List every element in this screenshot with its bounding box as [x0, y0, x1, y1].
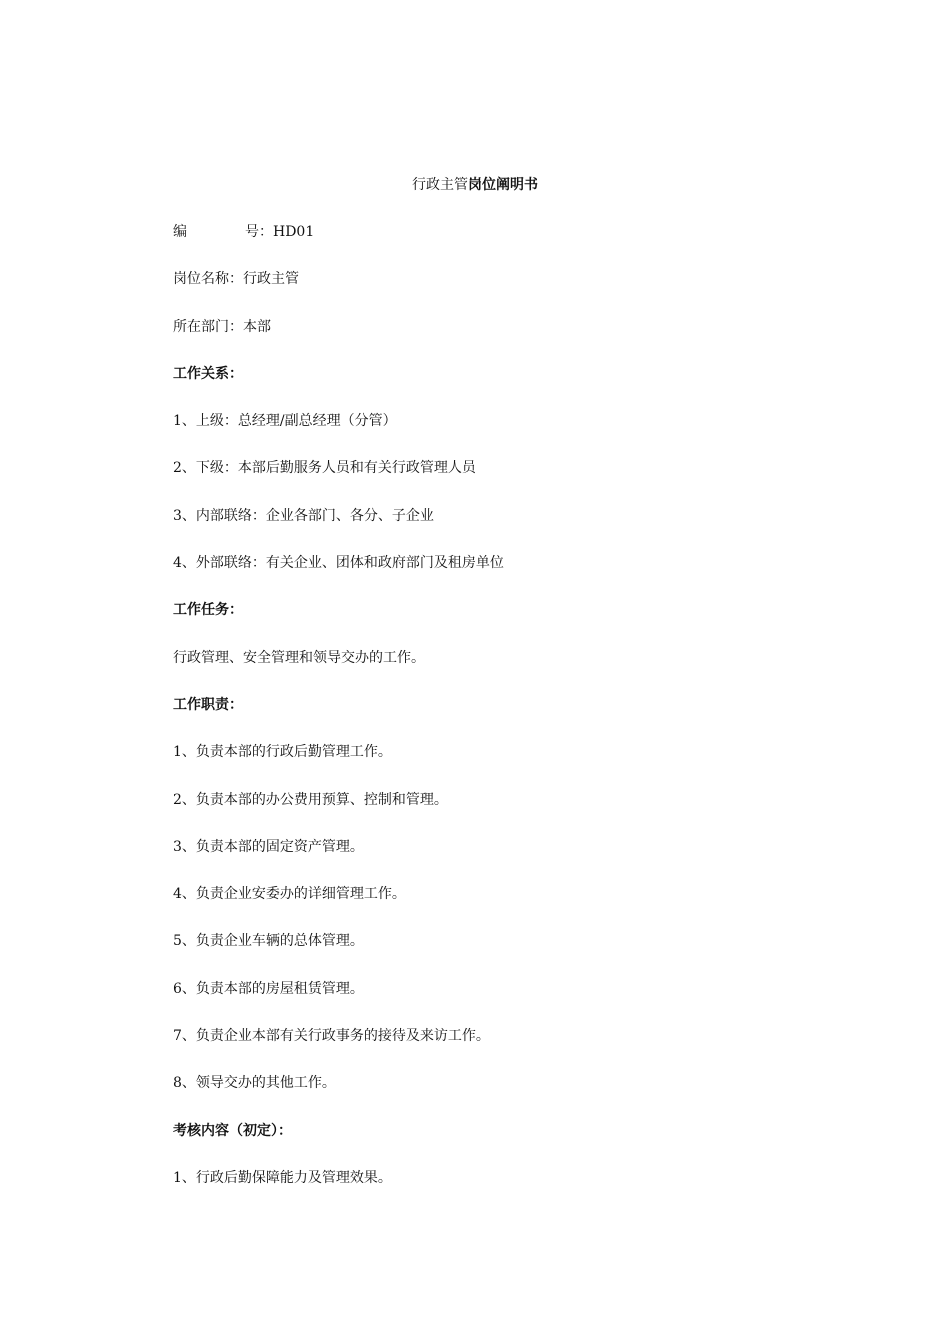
assessment-heading: 考核内容（初定）：	[173, 1122, 292, 1139]
document-body	[173, 222, 873, 1215]
document-title	[30, 175, 950, 195]
tasks-text: 行政管理、安全管理和领导交办的工作。	[173, 649, 425, 666]
duties-item: 5、负责企业车辆的总体管理。	[173, 933, 364, 950]
duties-item: 7、负责企业本部有关行政事务的接待及来访工作。	[173, 1028, 490, 1045]
title-bold-part: 岗位阐明书	[468, 177, 538, 193]
assessment-item: 1、行政后勤保障能力及管理效果。	[173, 1169, 392, 1186]
position-name-line: 岗位名称：行政主管	[173, 271, 299, 288]
relations-item: 2、下级：本部后勤服务人员和有关行政管理人员	[173, 460, 476, 477]
duties-item: 3、负责本部的固定资产管理。	[173, 838, 364, 855]
duties-item: 6、负责本部的房屋租赁管理。	[173, 980, 364, 997]
title-normal-part: 行政主管	[412, 177, 468, 193]
relations-heading: 工作关系：	[173, 365, 243, 382]
code-label-left: 编	[173, 224, 187, 240]
code-line	[173, 222, 873, 269]
tasks-heading: 工作任务：	[173, 602, 243, 619]
relations-item: 4、外部联络：有关企业、团体和政府部门及租房单位	[173, 555, 504, 572]
relations-item: 3、内部联络：企业各部门、各分、子企业	[173, 507, 434, 524]
relations-item: 1、上级：总经理/副总经理（分管）	[173, 413, 397, 430]
duties-item: 8、领导交办的其他工作。	[173, 1075, 336, 1092]
duties-item: 1、负责本部的行政后勤管理工作。	[173, 744, 392, 761]
department-line: 所在部门：本部	[173, 318, 271, 335]
duties-heading: 工作职责：	[173, 696, 243, 713]
code-label-right: 号：	[245, 224, 273, 240]
duties-item: 4、负责企业安委办的详细管理工作。	[173, 886, 406, 903]
duties-item: 2、负责本部的办公费用预算、控制和管理。	[173, 791, 448, 808]
code-value: HD01	[273, 224, 315, 240]
